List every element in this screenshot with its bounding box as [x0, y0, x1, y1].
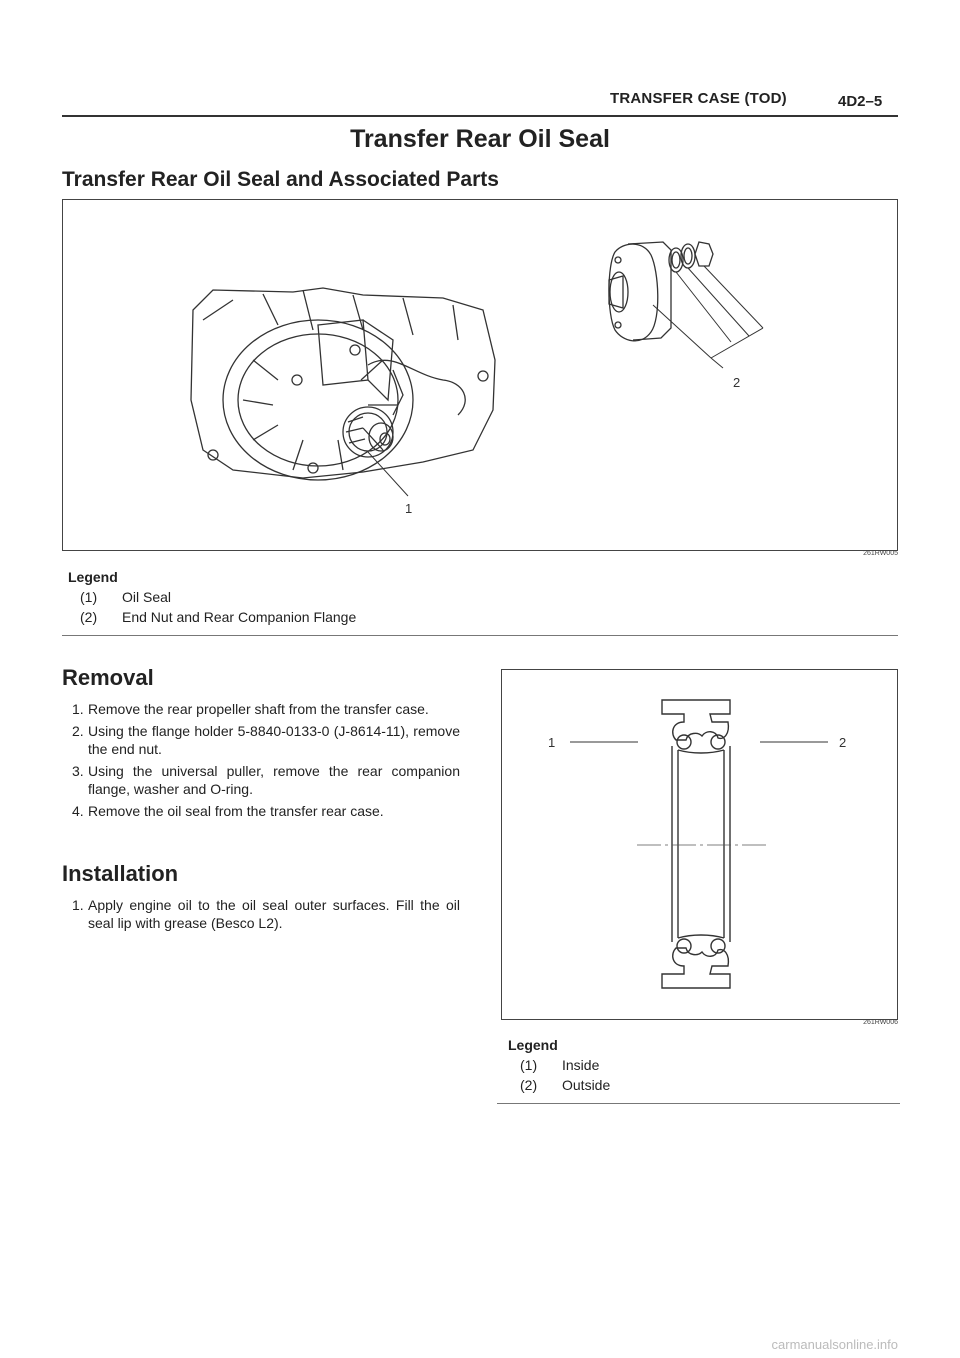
legend-item: [520, 1057, 599, 1073]
section-subtitle: Transfer Rear Oil Seal and Associated Parts: [62, 168, 499, 191]
legend-num: (2): [520, 1077, 538, 1093]
step-item: 2. Using the flange holder 5-8840-0133-0 (J-8614-11), remove the end nut.: [72, 723, 460, 757]
header-rule: [62, 115, 898, 117]
legend-num: (1): [80, 589, 98, 605]
figure-code: 261RW005: [863, 550, 898, 557]
legend-text: End Nut and Rear Companion Flange: [122, 609, 357, 625]
step-item: 1. Apply engine oil to the oil seal outer surfaces. Fill the oil seal lip with grease (Besco L2).: [72, 897, 460, 931]
step-item: 1. Remove the rear propeller shaft from the transfer case.: [72, 701, 429, 717]
legend-title: Legend: [68, 569, 118, 585]
legend-item: [80, 609, 356, 625]
page-number: 4D2–5: [838, 93, 883, 110]
section-title: TRANSFER CASE (TOD): [610, 90, 787, 107]
figure-transfer-case: [62, 199, 898, 551]
legend-rule: [62, 635, 898, 636]
transfer-case-illustration: [63, 200, 897, 550]
step-item: 3. Using the universal puller, remove the rear companion flange, washer and O-ring.: [72, 763, 460, 797]
legend-rule: [497, 1103, 900, 1104]
removal-steps: [62, 700, 460, 824]
legend-text: Outside: [562, 1077, 611, 1093]
installation-steps: [62, 896, 460, 936]
callout-2: 2: [733, 375, 741, 390]
step-item: 4. Remove the oil seal from the transfer rear case.: [72, 803, 384, 819]
legend-text: Oil Seal: [122, 589, 172, 605]
legend-text: Inside: [562, 1057, 600, 1073]
legend-item: [80, 589, 171, 605]
removal-heading: Removal: [62, 665, 154, 690]
callout-1: 1: [405, 501, 413, 516]
footer-watermark: carmanualsonline.info: [771, 1337, 898, 1352]
callout-2: 2: [839, 735, 847, 750]
page-title: Transfer Rear Oil Seal: [350, 125, 610, 153]
callout-1: 1: [548, 735, 556, 750]
figure-oil-seal: [501, 669, 898, 1020]
figure-code: 261RW006: [863, 1019, 898, 1026]
oil-seal-cross-section: [502, 670, 897, 1019]
installation-heading: Installation: [62, 861, 179, 886]
legend-title: Legend: [508, 1037, 558, 1053]
legend-num: (1): [520, 1057, 538, 1073]
legend-item: [520, 1077, 610, 1093]
legend-num: (2): [80, 609, 98, 625]
